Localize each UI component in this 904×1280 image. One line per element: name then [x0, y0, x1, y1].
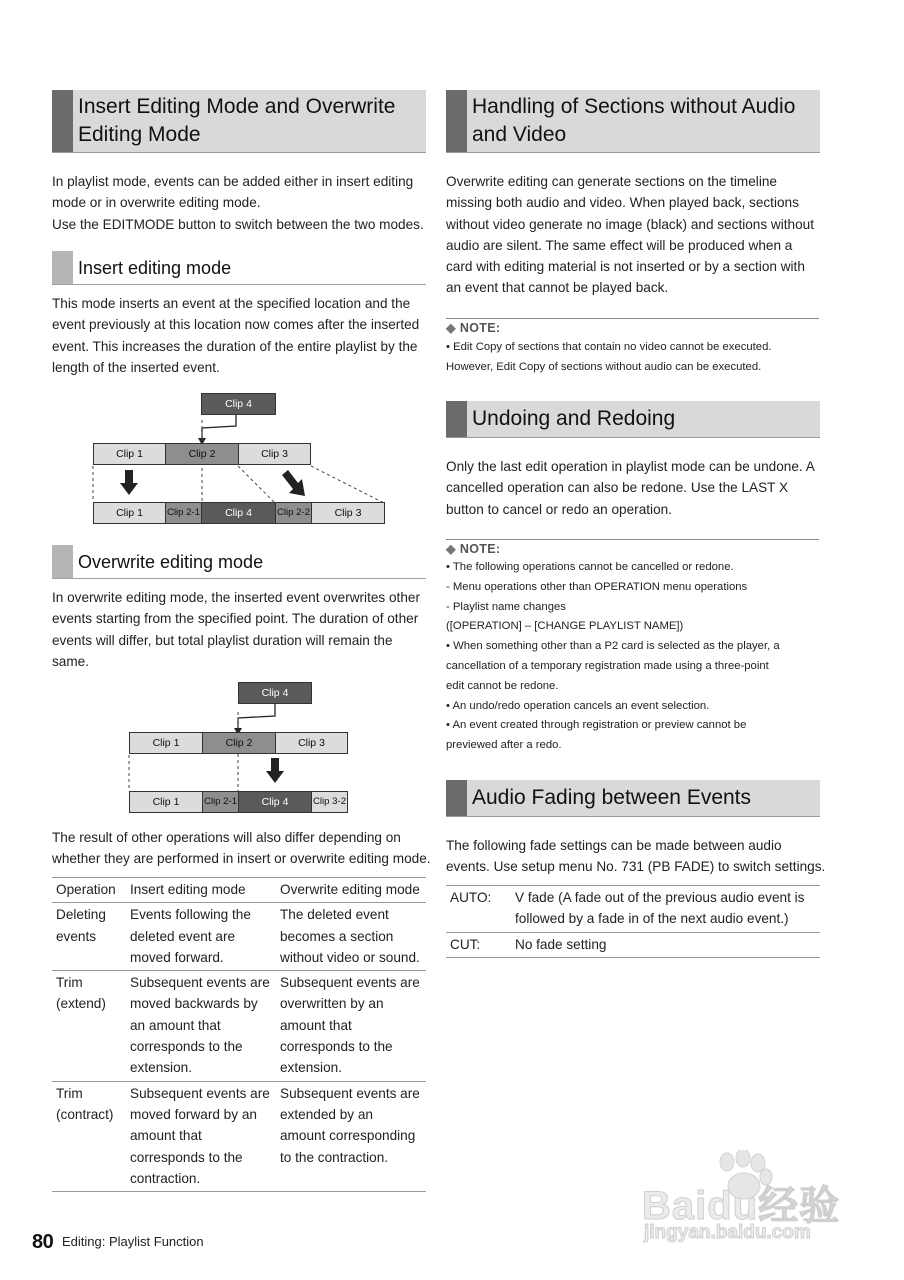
- overwrite-after-clip: Clip 2-1: [202, 791, 239, 813]
- note-title: [446, 541, 500, 556]
- note-divider: [446, 539, 819, 540]
- overwrite-line: events will differ, but total playlist duration will remain the: [52, 632, 393, 648]
- footer-section-title: Editing: Playlist Function: [62, 1234, 204, 1249]
- overwrite-after-clip: Clip 1: [129, 791, 203, 813]
- note-label: NOTE:: [459, 321, 501, 335]
- heading-text-line-2: Editing Mode: [78, 123, 201, 146]
- heading-undo-redo: [446, 401, 820, 438]
- note-line: However, Edit Copy of sections without audio can be executed.: [446, 360, 762, 373]
- heading-bar: [446, 90, 467, 152]
- insert-before-clip: Clip 1: [93, 443, 166, 465]
- table-row: [52, 1081, 426, 1191]
- diamond-icon: ◆: [446, 542, 456, 556]
- note-label: NOTE:: [459, 542, 501, 556]
- heading-bar: [446, 401, 467, 437]
- overwrite-line: same.: [52, 653, 90, 669]
- note-line: • When something other than a P2 card is selected as the player, a: [446, 640, 780, 653]
- note-line: edit cannot be redone.: [446, 679, 559, 692]
- watermark-brand: Baidu经验: [642, 1184, 841, 1228]
- heading-bar: [446, 780, 467, 816]
- insert-before-clip: Clip 3: [238, 443, 311, 465]
- overwrite-before-clip: Clip 2: [202, 732, 276, 754]
- sections-line: card with editing material is not inserted or by a section with: [446, 259, 805, 275]
- note-1-body: [446, 338, 826, 378]
- heading-sections-without-av: [446, 90, 820, 153]
- fading-paragraph: [446, 835, 826, 878]
- table-header-cell: Operation: [52, 878, 126, 903]
- insert-after-clip: Clip 4: [201, 502, 276, 524]
- table-header-cell: Insert editing mode: [126, 878, 276, 903]
- table-row: [52, 971, 426, 1081]
- sections-line: an event that cannot be played back.: [446, 280, 669, 296]
- note-line: • An undo/redo operation cancels an event selection.: [446, 699, 710, 712]
- insert-after-clip: Clip 2-2: [275, 502, 312, 524]
- insert-line: length of the inserted event.: [52, 359, 220, 375]
- table-cell: Trim (extend): [52, 971, 126, 1081]
- note-line: • An event created through registration or preview cannot be: [446, 719, 747, 732]
- undo-line: cancelled operation can also be redone. Use the LAST X: [446, 480, 789, 496]
- intro-line: Use the EDITMODE button to switch between the two modes.: [52, 216, 424, 232]
- overwrite-source-clip: Clip 4: [238, 682, 312, 704]
- insert-after-clip: Clip 2-1: [165, 502, 202, 524]
- operations-table: [52, 877, 426, 1192]
- fading-line: The following fade settings can be made between audio: [446, 838, 782, 853]
- intro-line: In playlist mode, events can be added either in insert editing: [52, 174, 414, 189]
- watermark-url: jingyan.baidu.com: [644, 1222, 811, 1243]
- sections-paragraph: [446, 171, 826, 299]
- insert-source-clip: Clip 4: [201, 393, 276, 415]
- overwrite-after-clip: Clip 4: [238, 791, 312, 813]
- heading-audio-fading: [446, 780, 820, 817]
- note-line: - Playlist name changes: [446, 600, 566, 613]
- table-header-cell: Overwrite editing mode: [276, 878, 426, 903]
- fade-value: V fade (A fade out of the previous audio event is followed by a fade in of the next audio event.): [511, 886, 820, 933]
- overwrite-line: In overwrite editing mode, the inserted event overwrites other: [52, 590, 420, 605]
- insert-after-clip: Clip 3: [311, 502, 385, 524]
- note-2-body: [446, 558, 836, 756]
- undo-line: Only the last edit operation in playlist mode can be undone. A: [446, 459, 815, 474]
- heading-text: Overwrite editing mode: [78, 552, 264, 572]
- undo-paragraph: [446, 456, 826, 520]
- sections-line: without video generate no image (black) and sections without: [446, 216, 815, 232]
- note-title: [446, 320, 500, 335]
- diamond-icon: ◆: [446, 321, 456, 335]
- table-cell: Subsequent events are moved backwards by an amount that corresponds to the extension.: [126, 971, 276, 1081]
- heading-text: Audio Fading between Events: [472, 786, 752, 809]
- note-line: cancellation of a temporary registration made using a three-point: [446, 659, 769, 672]
- insert-before-clip: Clip 2: [165, 443, 239, 465]
- fade-key: AUTO:: [446, 886, 511, 933]
- table-cell: Subsequent events are moved forward by an amount that corresponds to the contraction.: [126, 1081, 276, 1191]
- note-line: previewed after a redo.: [446, 739, 562, 752]
- table-cell: Subsequent events are overwritten by an amount that corresponds to the extension.: [276, 971, 426, 1081]
- table-cell: Subsequent events are extended by an amount corresponding to the contraction.: [276, 1081, 426, 1191]
- fading-line: events. Use setup menu No. 731 (PB FADE) to switch settings.: [446, 859, 826, 875]
- undo-line: button to cancel or redo an operation.: [446, 501, 672, 517]
- heading-text-line-2: and Video: [472, 123, 567, 146]
- heading-text-line-1: Handling of Sections without Audio: [472, 95, 796, 118]
- table-cell: Trim (contract): [52, 1081, 126, 1191]
- overwrite-line: events starting from the specified point. The duration of other: [52, 611, 419, 627]
- page-number: 80: [32, 1231, 54, 1253]
- result-paragraph: [52, 827, 432, 870]
- note-line: • The following operations cannot be cancelled or redone.: [446, 561, 734, 573]
- table-row: [446, 932, 820, 957]
- table-row: [446, 886, 820, 933]
- heading-text: Insert editing mode: [78, 258, 232, 278]
- fade-key: CUT:: [446, 932, 511, 957]
- insert-after-clip: Clip 1: [93, 502, 166, 524]
- overwrite-before-clip: Clip 1: [129, 732, 203, 754]
- sections-line: Overwrite editing can generate sections on the timeline: [446, 174, 777, 189]
- intro-line: mode or in overwrite editing mode.: [52, 195, 261, 211]
- overwrite-after-clip: Clip 3-2: [311, 791, 348, 813]
- insert-line: event previously at this location now comes after the inserted: [52, 317, 420, 333]
- table-header-row: [52, 878, 426, 903]
- table-row: [52, 903, 426, 971]
- overwrite-before-clip: Clip 3: [275, 732, 348, 754]
- fade-settings-table: [446, 885, 820, 958]
- note-line: - Menu operations other than OPERATION menu operations: [446, 580, 748, 593]
- table-cell: Events following the deleted event are moved forward.: [126, 903, 276, 971]
- table-cell: Deleting events: [52, 903, 126, 971]
- note-divider: [446, 318, 819, 319]
- heading-text-line-1: Insert Editing Mode and Overwrite: [78, 95, 396, 118]
- sections-line: audio are silent. The same effect will be produced when a: [446, 237, 793, 253]
- insert-line: This mode inserts an event at the specified location and the: [52, 296, 411, 311]
- note-line: ([OPERATION] – [CHANGE PLAYLIST NAME]): [446, 620, 684, 633]
- result-line: The result of other operations will also differ depending on: [52, 830, 401, 845]
- table-cell: The deleted event becomes a section without video or sound.: [276, 903, 426, 971]
- baidu-watermark: [640, 1150, 860, 1250]
- heading-text: Undoing and Redoing: [472, 407, 676, 430]
- insert-line: event. This increases the duration of the entire playlist by the: [52, 338, 418, 354]
- sections-line: missing both audio and video. When played back, sections: [446, 195, 799, 211]
- result-line: whether they are performed in insert or overwrite editing mode.: [52, 851, 431, 867]
- note-line: • Edit Copy of sections that contain no video cannot be executed.: [446, 341, 772, 353]
- fade-value: No fade setting: [511, 932, 820, 957]
